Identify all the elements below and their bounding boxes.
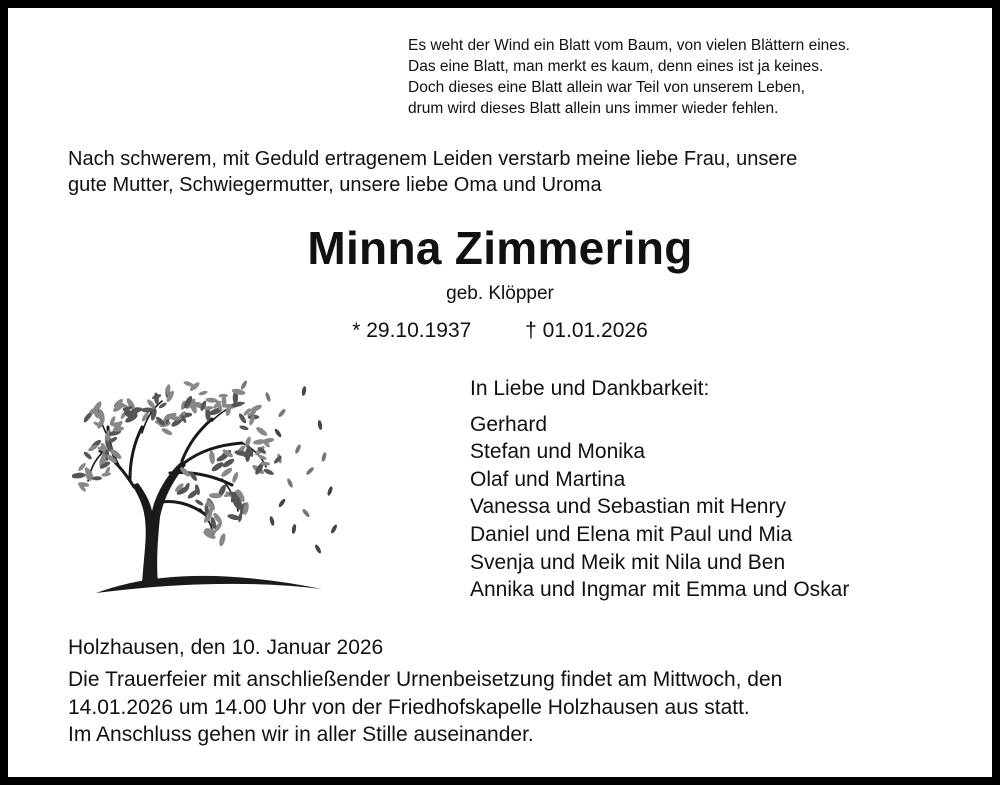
- mourner-entry: Daniel und Elena mit Paul und Mia: [470, 522, 793, 546]
- life-dates: [8, 318, 992, 344]
- poem: [408, 35, 968, 119]
- death-date: † 01.01.2026: [525, 319, 648, 342]
- poem-line: drum wird dieses Blatt allein uns immer wieder fehlen.: [408, 100, 779, 117]
- mourner-entry: Svenja und Meik mit Nila und Ben: [470, 550, 786, 574]
- service-notice: [68, 666, 948, 749]
- mourner-entry: Annika und Ingmar mit Emma und Oskar: [470, 578, 850, 602]
- service-line: Die Trauerfeier mit anschließender Urnenbeisetzung findet am Mittwoch, den: [68, 668, 783, 691]
- tree-with-falling-leaves-icon: [72, 353, 352, 603]
- service-line: Im Anschluss gehen wir in aller Stille auseinander.: [68, 723, 534, 746]
- place-and-date: Holzhausen, den 10. Januar 2026: [68, 636, 384, 659]
- intro-line: Nach schwerem, mit Geduld ertragenem Leiden verstarb meine liebe Frau, unsere: [68, 148, 798, 170]
- maiden-name: geb. Klöpper: [446, 283, 554, 304]
- mourners-heading: In Liebe und Dankbarkeit:: [470, 377, 710, 400]
- mourner-entry: Olaf und Martina: [470, 467, 626, 491]
- poem-line: Es weht der Wind ein Blatt vom Baum, von vielen Blättern eines.: [408, 37, 850, 54]
- deceased-name: Minna Zimmering: [307, 222, 693, 274]
- obituary-card: [8, 8, 992, 777]
- birth-date: * 29.10.1937: [352, 319, 472, 342]
- poem-line: Doch dieses eine Blatt allein war Teil von unserem Leben,: [408, 79, 805, 96]
- mourner-entry: Stefan und Monika: [470, 440, 646, 464]
- mourner-entry: Vanessa und Sebastian mit Henry: [470, 495, 786, 519]
- service-line: 14.01.2026 um 14.00 Uhr von der Friedhofskapelle Holzhausen aus statt.: [68, 695, 750, 719]
- intro-text: [68, 146, 968, 198]
- mourner-entry: Gerhard: [470, 412, 548, 436]
- mourners-list: [470, 375, 849, 604]
- intro-line: gute Mutter, Schwiegermutter, unsere liebe Oma und Uroma: [68, 174, 602, 196]
- poem-line: Das eine Blatt, man merkt es kaum, denn eines ist ja keines.: [408, 58, 824, 75]
